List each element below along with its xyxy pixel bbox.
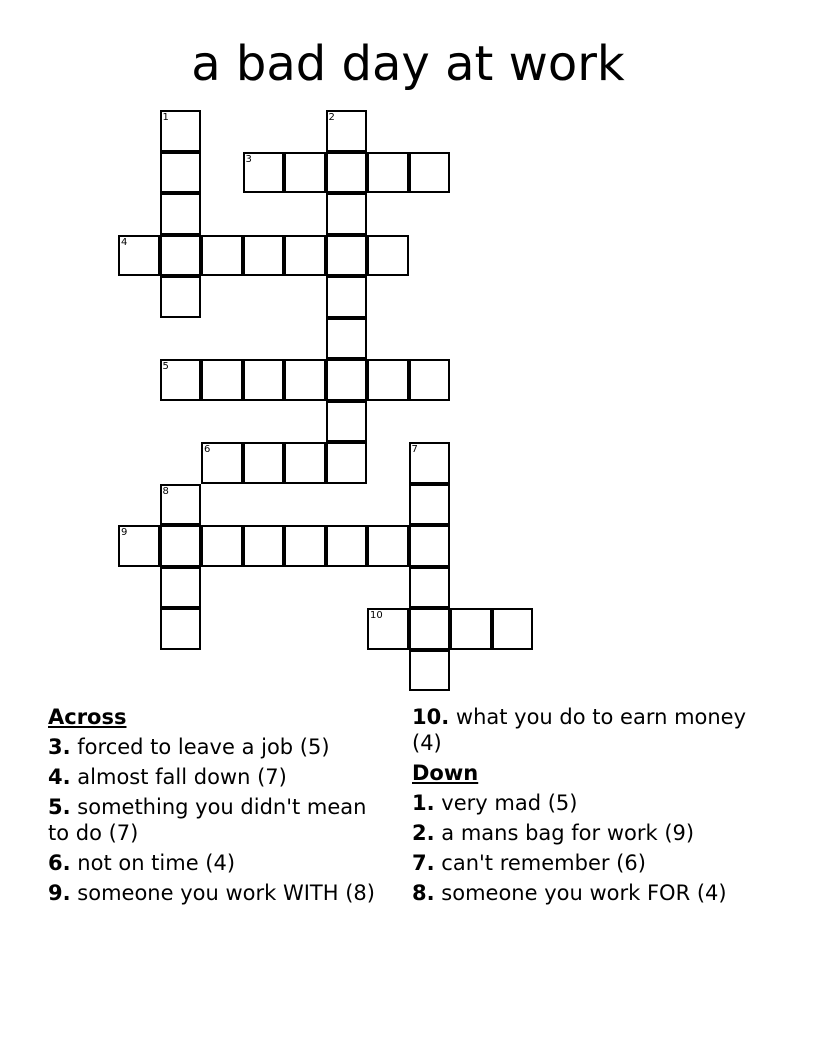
grid-cell[interactable] <box>326 525 368 567</box>
grid-cell[interactable] <box>284 442 326 484</box>
down-heading: Down <box>412 761 479 785</box>
grid-cell[interactable] <box>492 608 534 650</box>
clue-text: not on time (4) <box>77 851 236 875</box>
grid-cell[interactable] <box>326 359 368 401</box>
clue-number-label: 10 <box>370 610 383 621</box>
grid-cell[interactable] <box>118 235 160 277</box>
clue-text: a mans bag for work (9) <box>441 821 695 845</box>
clue-across-4 <box>48 764 388 790</box>
clues-left-column <box>48 704 388 910</box>
clue-text: very mad (5) <box>441 791 578 815</box>
grid-cell[interactable] <box>409 484 451 526</box>
grid-cell[interactable] <box>367 525 409 567</box>
grid-cell[interactable] <box>367 235 409 277</box>
grid-cell[interactable] <box>409 359 451 401</box>
clue-across-9 <box>48 880 388 906</box>
grid-cell[interactable] <box>284 235 326 277</box>
grid-cell[interactable] <box>243 525 285 567</box>
grid-cell[interactable] <box>160 235 202 277</box>
across-heading: Across <box>48 705 127 729</box>
grid-cell[interactable] <box>201 442 243 484</box>
clue-number: 8. <box>412 881 435 905</box>
clue-number: 7. <box>412 851 435 875</box>
grid-cell[interactable] <box>160 152 202 194</box>
clue-number: 6. <box>48 851 71 875</box>
grid-cell[interactable] <box>160 359 202 401</box>
grid-cell[interactable] <box>201 235 243 277</box>
grid-cell[interactable] <box>326 235 368 277</box>
clue-number-label: 8 <box>162 485 169 497</box>
grid-cell[interactable] <box>160 525 202 567</box>
clue-text: someone you work WITH (8) <box>77 881 375 905</box>
grid-cell[interactable] <box>284 359 326 401</box>
clue-down-1 <box>412 790 752 816</box>
grid-cell[interactable] <box>326 442 368 484</box>
clue-number-label: 1 <box>162 112 169 123</box>
grid-cell[interactable] <box>326 193 368 235</box>
grid-cell[interactable] <box>118 525 160 567</box>
clue-down-2 <box>412 820 752 846</box>
grid-cell[interactable] <box>326 276 368 318</box>
clue-text: forced to leave a job (5) <box>77 735 330 759</box>
clue-number: 5. <box>48 795 71 819</box>
grid-cell[interactable] <box>367 359 409 401</box>
grid-cell[interactable] <box>160 484 202 526</box>
grid-cell[interactable] <box>243 235 285 277</box>
grid-cell[interactable] <box>243 442 285 484</box>
clue-text: almost fall down (7) <box>77 765 287 789</box>
clue-text: what you do to earn money (4) <box>412 705 747 755</box>
grid-cell[interactable] <box>201 525 243 567</box>
grid-cell[interactable] <box>160 276 202 318</box>
grid-cell[interactable] <box>284 525 326 567</box>
grid-cell[interactable] <box>367 152 409 194</box>
grid-cell[interactable] <box>243 152 285 194</box>
clue-across-10 <box>412 704 752 756</box>
grid-cell[interactable] <box>284 152 326 194</box>
grid-cell[interactable] <box>409 567 451 609</box>
clue-number: 9. <box>48 881 71 905</box>
grid-cell[interactable] <box>409 650 451 692</box>
clue-number: 10. <box>412 705 450 729</box>
clue-text: something you didn't mean to do (7) <box>48 795 367 845</box>
clue-number-label: 7 <box>411 444 418 455</box>
clue-text: someone you work FOR (4) <box>441 881 727 905</box>
clues-right-column <box>412 704 752 910</box>
grid-cell[interactable] <box>326 110 368 152</box>
grid-cell[interactable] <box>243 359 285 401</box>
clue-number: 1. <box>412 791 435 815</box>
clue-across-3 <box>48 734 388 760</box>
grid-cell[interactable] <box>409 152 451 194</box>
grid-cell[interactable] <box>367 608 409 650</box>
grid-cell[interactable] <box>160 567 202 609</box>
grid-cell[interactable] <box>409 525 451 567</box>
grid-cell[interactable] <box>326 318 368 360</box>
clue-number-label: 5 <box>162 361 169 372</box>
clue-number-label: 2 <box>328 112 335 123</box>
clue-number: 2. <box>412 821 435 845</box>
clue-number: 3. <box>48 735 71 759</box>
grid-cell[interactable] <box>201 359 243 401</box>
grid-cell[interactable] <box>409 442 451 484</box>
grid-cell[interactable] <box>160 608 202 650</box>
grid-cell[interactable] <box>160 193 202 235</box>
grid-cell[interactable] <box>326 401 368 443</box>
clue-down-8 <box>412 880 752 906</box>
grid-cell[interactable] <box>409 608 451 650</box>
clue-number-label: 3 <box>245 153 252 165</box>
grid-cell[interactable] <box>160 110 202 152</box>
clue-across-5 <box>48 794 388 846</box>
clue-text: can't remember (6) <box>441 851 646 875</box>
clue-number-label: 4 <box>121 236 128 248</box>
clue-number: 4. <box>48 765 71 789</box>
clue-number-label: 9 <box>121 527 128 538</box>
grid-cell[interactable] <box>326 152 368 194</box>
page-title: a bad day at work <box>191 36 625 92</box>
grid-cell[interactable] <box>450 608 492 650</box>
clue-across-6 <box>48 850 388 876</box>
clue-down-7 <box>412 850 752 876</box>
clue-number-label: 6 <box>204 444 211 455</box>
